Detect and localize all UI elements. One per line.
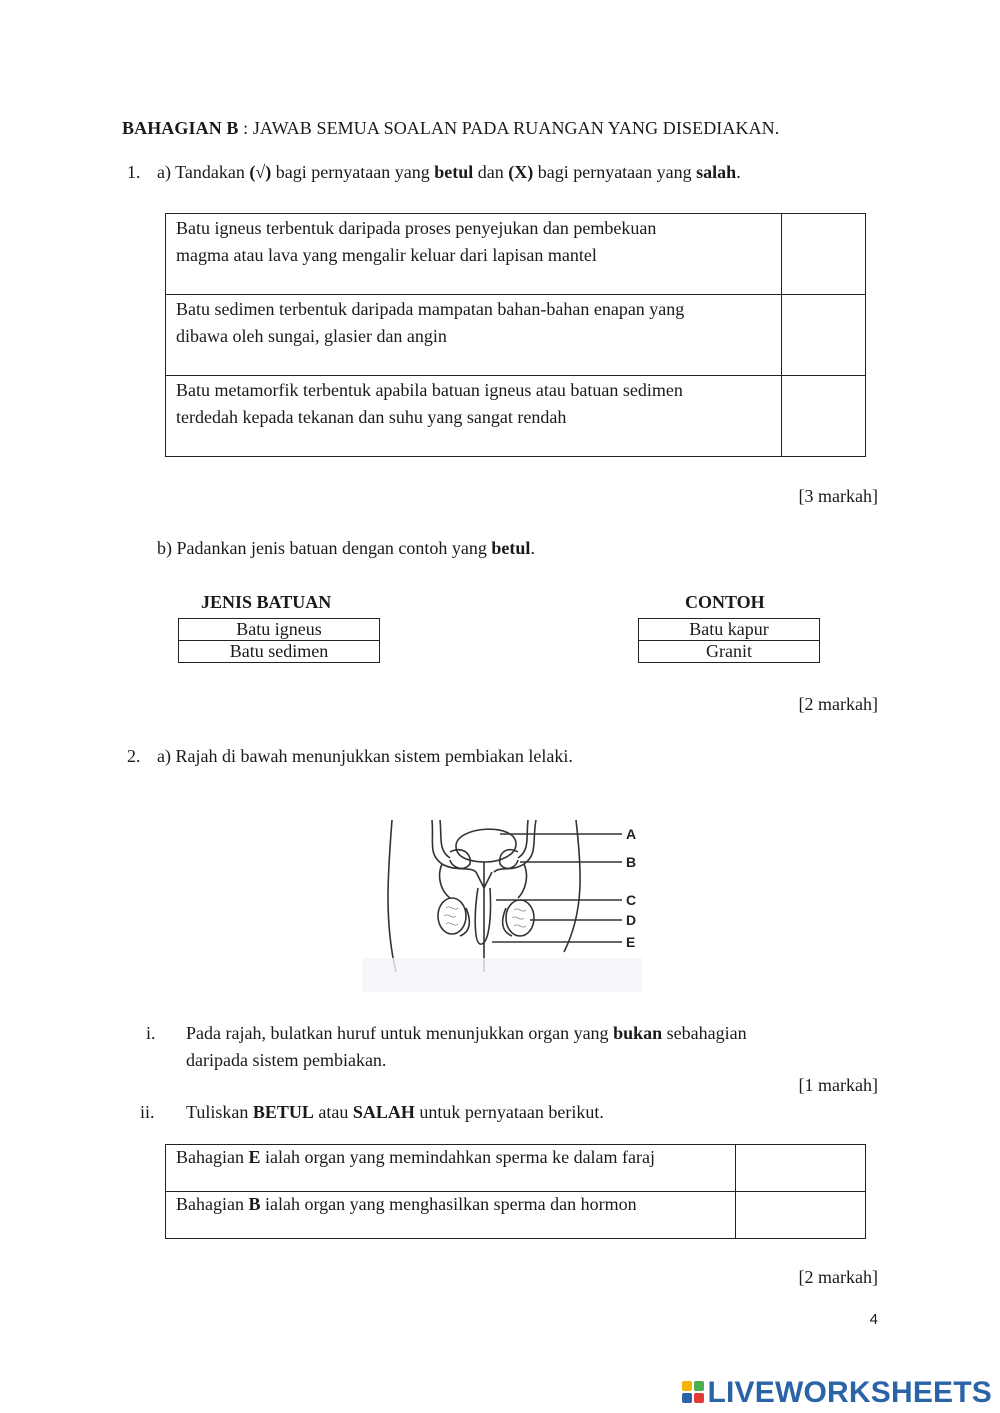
question-number: 2. [127,746,141,766]
answer-box[interactable] [736,1192,866,1239]
part-label: a) [157,746,171,766]
statement-letter: E [248,1147,261,1167]
instruction-text: . [736,162,741,182]
match-item-left[interactable]: Batu igneus [179,619,380,641]
testis-texture-left [444,907,458,925]
body-outline-left [388,820,396,972]
statement-table [165,213,866,457]
instruction-text: Rajah di bawah menunjukkan sistem pembiakan lelaki. [175,746,573,766]
marks-label: [2 markah] [798,694,878,714]
instruction-text: untuk pernyataan berikut. [414,1102,604,1122]
keyword-betul: BETUL [252,1102,314,1122]
statement-line: magma atau lava yang mengalir keluar dari lapisan mantel [176,245,597,265]
keyword-salah: SALAH [352,1102,415,1122]
table-row [166,1145,866,1192]
keyword-betul: betul [491,538,531,558]
diagram-label-d[interactable]: D [626,912,637,928]
statement-line: Batu metamorfik terbentuk apabila batuan igneus atau batuan sedimen [176,380,683,400]
question-2a-ii [140,1099,604,1126]
part-label: a) [157,162,171,182]
keyword-betul: betul [434,162,474,182]
diagram-label-a[interactable]: A [626,826,637,842]
diagram-label-b[interactable]: B [626,854,637,870]
answer-box[interactable] [782,376,866,457]
marks-label: [1 markah] [798,1075,878,1095]
instruction-text: . [530,538,535,558]
marks-label: [2 markah] [798,1267,878,1287]
example-list [638,618,820,663]
section-heading [122,118,779,139]
statement-line: terdedah kepada tekanan dan suhu yang sangat rendah [176,407,567,427]
keyword-salah: salah [696,162,737,182]
duct-right-inner [518,820,528,858]
marks-label: [3 markah] [798,486,878,506]
statement-cell [166,295,782,376]
statement-cell [166,1145,736,1192]
tube-left [440,864,450,898]
question-1a-instruction [127,162,741,183]
instruction-text: bagi pernyataan yang [533,162,697,182]
diagram-label-c[interactable]: C [626,892,637,908]
part-label: b) [157,538,172,558]
liveworksheets-logo [682,1376,993,1410]
statement-line: dibawa oleh sungai, glasier dan angin [176,326,447,346]
statement-line: Batu sedimen terbentuk daripada mampatan bahan-bahan enapan yang [176,299,685,319]
instruction-text: daripada sistem pembiakan. [186,1050,387,1070]
brand-name: LIVEWORKSHEETS [707,1376,992,1409]
statement-letter: B [248,1194,261,1214]
statement-text: ialah organ yang menghasilkan sperma dan hormon [260,1194,637,1214]
question-1b-instruction [157,538,535,559]
sub-number: ii. [140,1102,155,1122]
instruction-text: sebahagian [662,1023,747,1043]
instruction-text: Tandakan [175,162,250,182]
penis [475,888,490,944]
diagram-label-e[interactable]: E [626,934,636,950]
match-item-right[interactable]: Batu kapur [639,619,820,641]
match-item-left[interactable]: Batu sedimen [179,641,380,663]
statement-text: Bahagian [176,1194,249,1214]
answer-box[interactable] [782,214,866,295]
statement-text: Bahagian [176,1147,249,1167]
question-number: 1. [127,162,141,182]
testis-texture-right [512,909,526,927]
testis-right [506,900,534,936]
instruction-text: Pada rajah, bulatkan huruf untuk menunjukkan organ yang [186,1023,614,1043]
tick-symbol: (√) [249,162,272,182]
instruction-text: Padankan jenis batuan dengan contoh yang [176,538,492,558]
section-title-bold: BAHAGIAN B [122,118,239,138]
example-header: CONTOH [685,592,765,612]
duct-left-inner [440,820,450,858]
question-2a-instruction [127,746,573,767]
section-title-rest: : JAWAB SEMUA SOALAN PADA RUANGAN YANG DISEDIAKAN. [238,118,780,138]
table-row [166,295,866,376]
statement-cell [166,1192,736,1239]
statement-line: Batu igneus terbentuk daripada proses penyejukan dan pembekuan [176,218,657,238]
statement-cell [166,376,782,457]
instruction-text: Tuliskan [186,1102,253,1122]
page-number: 4 [869,1311,878,1328]
table-row [166,1192,866,1239]
instruction-text: atau [313,1102,353,1122]
match-item-right[interactable]: Granit [639,641,820,663]
tube-right [518,864,526,898]
instruction-text: dan [473,162,509,182]
logo-icon [682,1381,706,1405]
rock-type-header: JENIS BATUAN [201,592,332,612]
answer-box[interactable] [736,1145,866,1192]
answer-box[interactable] [782,295,866,376]
statement-cell [166,214,782,295]
cross-symbol: (X) [508,162,534,182]
testis-left [438,898,466,934]
table-row [166,376,866,457]
rock-type-list [178,618,380,663]
true-false-table [165,1144,866,1239]
table-row [166,214,866,295]
sub-number: i. [146,1023,156,1043]
statement-text: ialah organ yang memindahkan sperma ke dalam faraj [260,1147,656,1167]
scan-shading [362,958,642,992]
question-2a-i [146,1020,747,1074]
male-reproductive-diagram [360,812,660,994]
body-outline-right [564,820,580,952]
keyword-bukan: bukan [613,1023,663,1043]
instruction-text: bagi pernyataan yang [271,162,435,182]
